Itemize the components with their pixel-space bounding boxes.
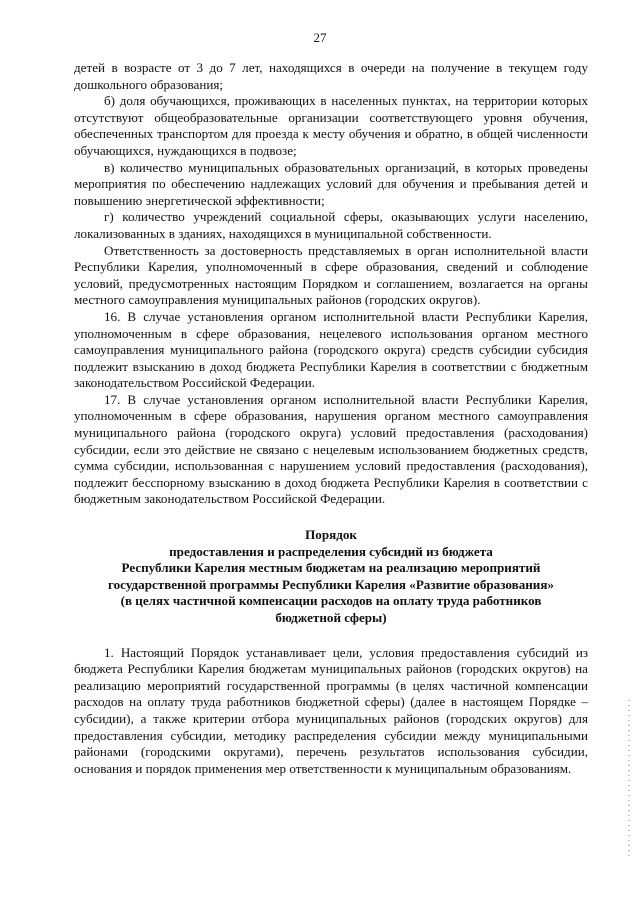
paragraph-responsibility: Ответственность за достоверность представляемых в орган исполнительной власти Республики Карелия, уполномоченный в сфере образования, сведений и соблюдение условий, предусмотренных настоящим Порядком и соглашением, возлагается на органы местного самоуправления муниципальных районов (городских округов).: [74, 242, 588, 308]
paragraph-1: 1. Настоящий Порядок устанавливает цели, условия предоставления субсидий из бюджета Республики Карелия бюджетам муниципальных районов (городских округов) на реализацию мероприятий государственной программы (в целях частичной компенсации расходов на оплату труда работников бюджетной сферы) (далее в настоящем Порядке – субсидии), а также критерии отбора муниципальных районов (городских округов) для предоставления субсидии, методику распределения субсидии между муниципальными районами (городскими округами), перечень результатов использования субсидии, основания и порядок применения мер ответственности к муниципальным образованиям.: [74, 644, 588, 776]
paragraph-item-v: в) количество муниципальных образовательных организаций, в которых проведены мероприятия по обеспечению надлежащих условий для обучения и пребывания детей и повышению энергетической эффективности;: [74, 159, 588, 208]
heading-line-3: Республики Карелия местным бюджетам на реализацию мероприятий: [121, 560, 541, 576]
heading-line-5: (в целях частичной компенсации расходов на оплату труда работников: [120, 593, 542, 609]
paragraph-item-g: г) количество учреждений социальной сферы, оказывающих услуги населению, локализованных в зданиях, находящихся в муниципальной собственности.: [74, 209, 588, 241]
heading-line-2: предоставления и распределения субсидий из бюджета: [169, 543, 493, 559]
page-number: 27: [313, 30, 327, 45]
scan-edge-marks: [628, 700, 630, 860]
paragraph-item-b: б) доля обучающихся, проживающих в населенных пунктах, на территории которых отсутствуют общеобразовательные организации соответствующего уровня обучения, обеспеченных транспортом для проезда к месту обучения и обратно, в общей численности обучающихся, нуждающихся в подвозе;: [74, 93, 588, 158]
heading-line-4: государственной программы Республики Карелия «Развитие образования»: [108, 576, 554, 592]
paragraph-16: 16. В случае установления органом исполнительной власти Республики Карелия, уполномоченным в сфере образования, нецелевого использования органом местного самоуправления муниципального района (городского округа) средств субсидии субсидия подлежит взысканию в доход бюджета Республики Карелия в соответствии с бюджетным законодательством Российской Федерации.: [74, 308, 588, 391]
document-body: [74, 60, 588, 777]
paragraph-continuation: детей в возрасте от 3 до 7 лет, находящихся в очереди на получение в текущем году дошкольного образования;: [74, 60, 588, 92]
section-heading: [74, 527, 588, 627]
heading-line-1: Порядок: [305, 527, 357, 543]
paragraph-17: 17. В случае установления органом исполнительной власти Республики Карелия, уполномоченным в сфере образования, нарушения органом местного самоуправления муниципального района (городского округа) условий предоставления (расходования) субсидии, если это действие не связано с нецелевым использованием бюджетных средств, сумма субсидии, использованная с нарушением условий предоставления (расходования), подлежит бесспорному взысканию в доход бюджета Республики Карелия в соответствии с бюджетным законодательством Российской Федерации.: [74, 391, 588, 507]
spacer: [74, 627, 588, 645]
heading-line-6: бюджетной сферы): [275, 610, 387, 625]
